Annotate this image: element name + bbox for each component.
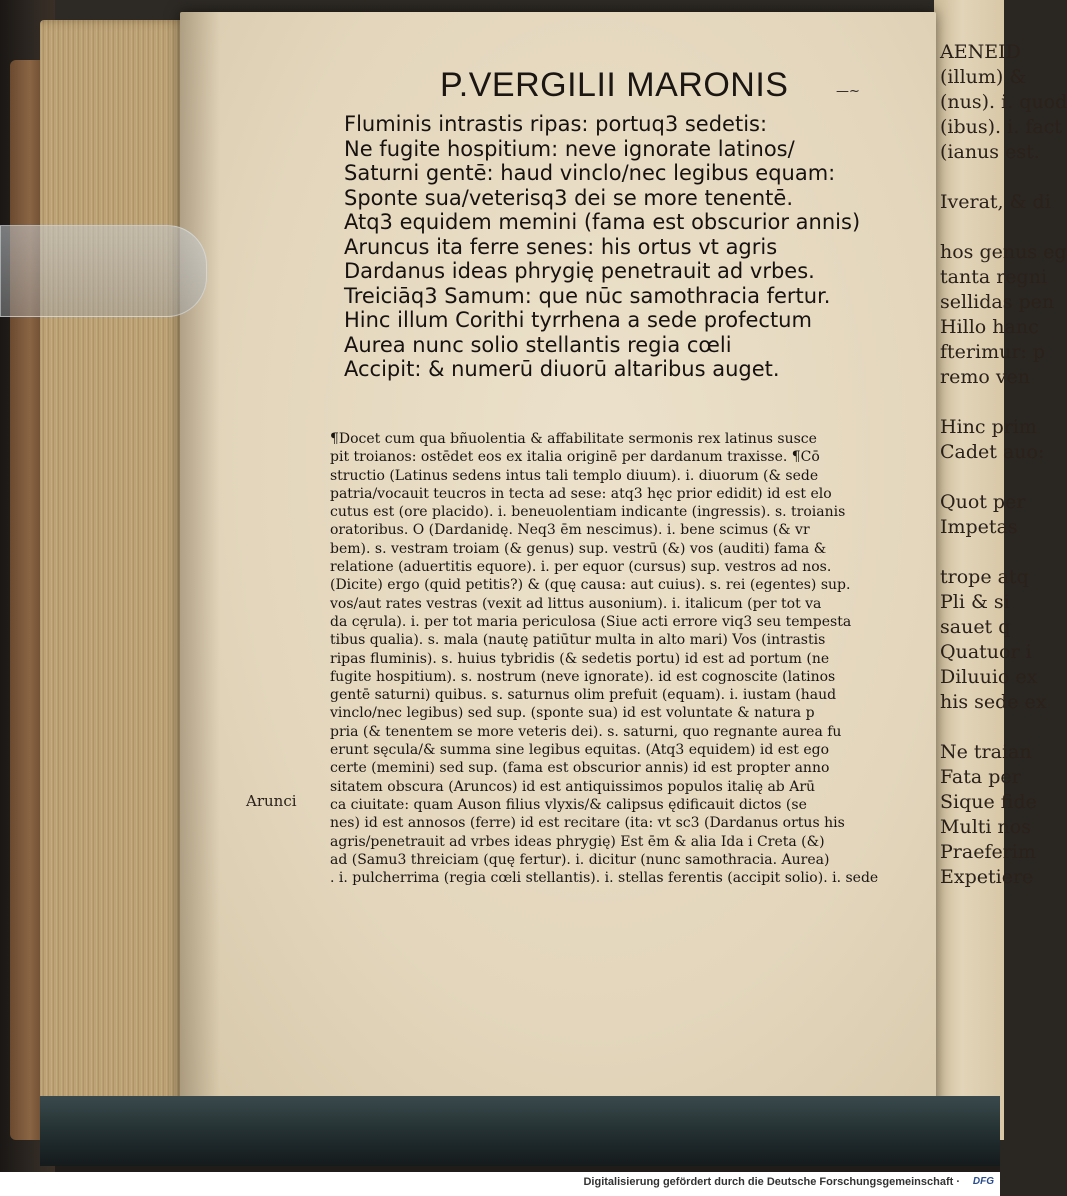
verse-line: Saturni gentē: haud vinclo/nec legibus equam:	[344, 161, 836, 185]
commentary-line: (Dicite) ergo (quid petitis?) & (quę causa: aut cuius). s. rei (egentes) sup.	[330, 577, 851, 594]
commentary-line: certe (memini) sed sup. (fama est obscurior annis) id est propter anno	[330, 760, 830, 777]
commentary-line: cutus est (ore placido). i. beneuolentiam indicante (ingressis). s. troianis	[330, 504, 846, 521]
verse-block	[344, 112, 924, 382]
commentary-line: ripas fluminis). s. huius tybridis (& sedetis portu) id est ad portum (ne	[330, 650, 830, 667]
commentary-line: relatione (aduertitis equore). i. per equor (cursus) sup. vestros ad nos.	[330, 559, 832, 576]
commentary-line: bem). s. vestram troiam (& genus) sup. vestrū (&) vos (auditi) fama &	[330, 540, 827, 557]
commentary-line: tibus qualia). s. mala (nautę patiūtur multa in alto mari) Vos (intrastis	[330, 632, 826, 649]
commentary-line: patria/vocauit teucros in tecta ad sese: atq3 hęc prior edidit) id est elo	[330, 485, 832, 502]
page-gutter-shadow	[180, 12, 220, 1132]
verse-line: Accipit: & numerū diuorū altaribus auget.	[344, 357, 780, 381]
commentary-line: ¶Docet cum qua bñuolentia & affabilitate sermonis rex latinus susce	[330, 431, 817, 447]
verse-line: Aruncus ita ferre senes: his ortus vt agris	[344, 234, 778, 259]
page-edges	[40, 20, 200, 1130]
commentary-line: oratoribus. O (Dardanidę. Neq3 ēm nescimus). i. bene scimus (& vr	[330, 522, 810, 539]
verse-line: Hinc illum Corithi tyrrhena a sede profectum	[344, 308, 812, 332]
commentary-line: vinclo/nec legibus) sed sup. (sponte sua) id est voluntate & natura p	[330, 705, 815, 722]
verse-line: Treiciāq3 Samum: que nūc samothracia fertur.	[344, 283, 831, 308]
commentary-block	[330, 430, 900, 887]
digitization-credit: Digitalisierung gefördert durch die Deutsche Forschungsgemeinschaft ·	[583, 1176, 960, 1188]
margin-note: Arunci	[246, 792, 297, 810]
bookmark-strip	[0, 225, 207, 317]
commentary-line: nes) id est annosos (ferre) id est recitare (ita: vt sc3 (Dardanus ortus his	[330, 815, 845, 832]
commentary-line: vos/aut rates vestras (vexit ad littus ausonium). i. italicum (per tot va	[330, 595, 822, 612]
commentary-line: structio (Latinus sedens intus tali templo diuum). i. diuorum (& sede	[330, 467, 819, 484]
corner-marks: —~	[836, 84, 860, 99]
verse-line: Sponte sua/veterisq3 dei se more tenentē.	[344, 185, 794, 210]
verse-line: Fluminis intrastis ripas: portuq3 sedetis:	[344, 112, 768, 136]
verse-line: Aurea nunc solio stellantis regia cœli	[344, 332, 732, 357]
bottom-board	[40, 1096, 1000, 1166]
verse-line: Dardanus ideas phrygię penetrauit ad vrbes.	[344, 259, 815, 283]
commentary-line: ad (Samu3 threiciam (quę fertur). i. dicitur (nunc samothracia. Aurea)	[330, 851, 830, 868]
commentary-line: . i. pulcherrima (regia cœli stellantis). i. stellas ferentis (accipit solio). i. sede	[330, 870, 879, 887]
commentary-line: agris/penetrauit ad vrbes ideas phrygię) Est ēm & alia Ida i Creta (&)	[330, 833, 825, 850]
commentary-line: fugite hospitium). s. nostrum (neve ignorate). id est cognoscite (latinos	[330, 668, 836, 685]
commentary-line: ca ciuitate: quam Auson filius vlyxis/& calipsus ędificauit dictos (se	[330, 796, 807, 813]
running-header: P.VERGILII MARONIS	[440, 66, 789, 104]
verse-line: Atq3 equidem memini (fama est obscurior annis)	[344, 210, 861, 234]
verse-line: Ne fugite hospitium: neve ignorate latinos/	[344, 136, 795, 161]
commentary-line: sitatem obscura (Aruncos) id est antiquissimos populos italię ab Arū	[330, 778, 816, 795]
commentary-line: erunt sęcula/& summa sine legibus equitas. (Atq3 equidem) id est ego	[330, 742, 830, 759]
dfg-logo: DFG	[972, 1176, 994, 1187]
commentary-line: gentē saturni) quibus. s. saturnus olim prefuit (equam). i. iustam (haud	[330, 687, 837, 704]
commentary-line: pria (& tenentem se more veteris dei). s. saturni, quo regnante aurea fu	[330, 723, 842, 740]
commentary-line: da cęrula). i. per tot maria periculosa (Siue acti errore viq3 seu tempesta	[330, 613, 852, 630]
facing-page-edge	[934, 0, 1067, 1140]
facing-page-text: AENEID (illum) & (nus). i. quod (ibus). i. fact (ianus est. Iverat, & di hos genus eg tanta regni sellidas pen Hillo hanc fterimur: p remo ven Hinc prim Cadet auo: Quot per Impetas trope atq Pli & si sauet q Quatuor i Diluuio ex his sede ex Ne traian Fata per Sique fide Multi nos Praeferim Expetiere	[940, 41, 1067, 888]
commentary-line: pit troianos: ostēdet eos ex italia originē per dardanum traxisse. ¶Cō	[330, 449, 820, 466]
